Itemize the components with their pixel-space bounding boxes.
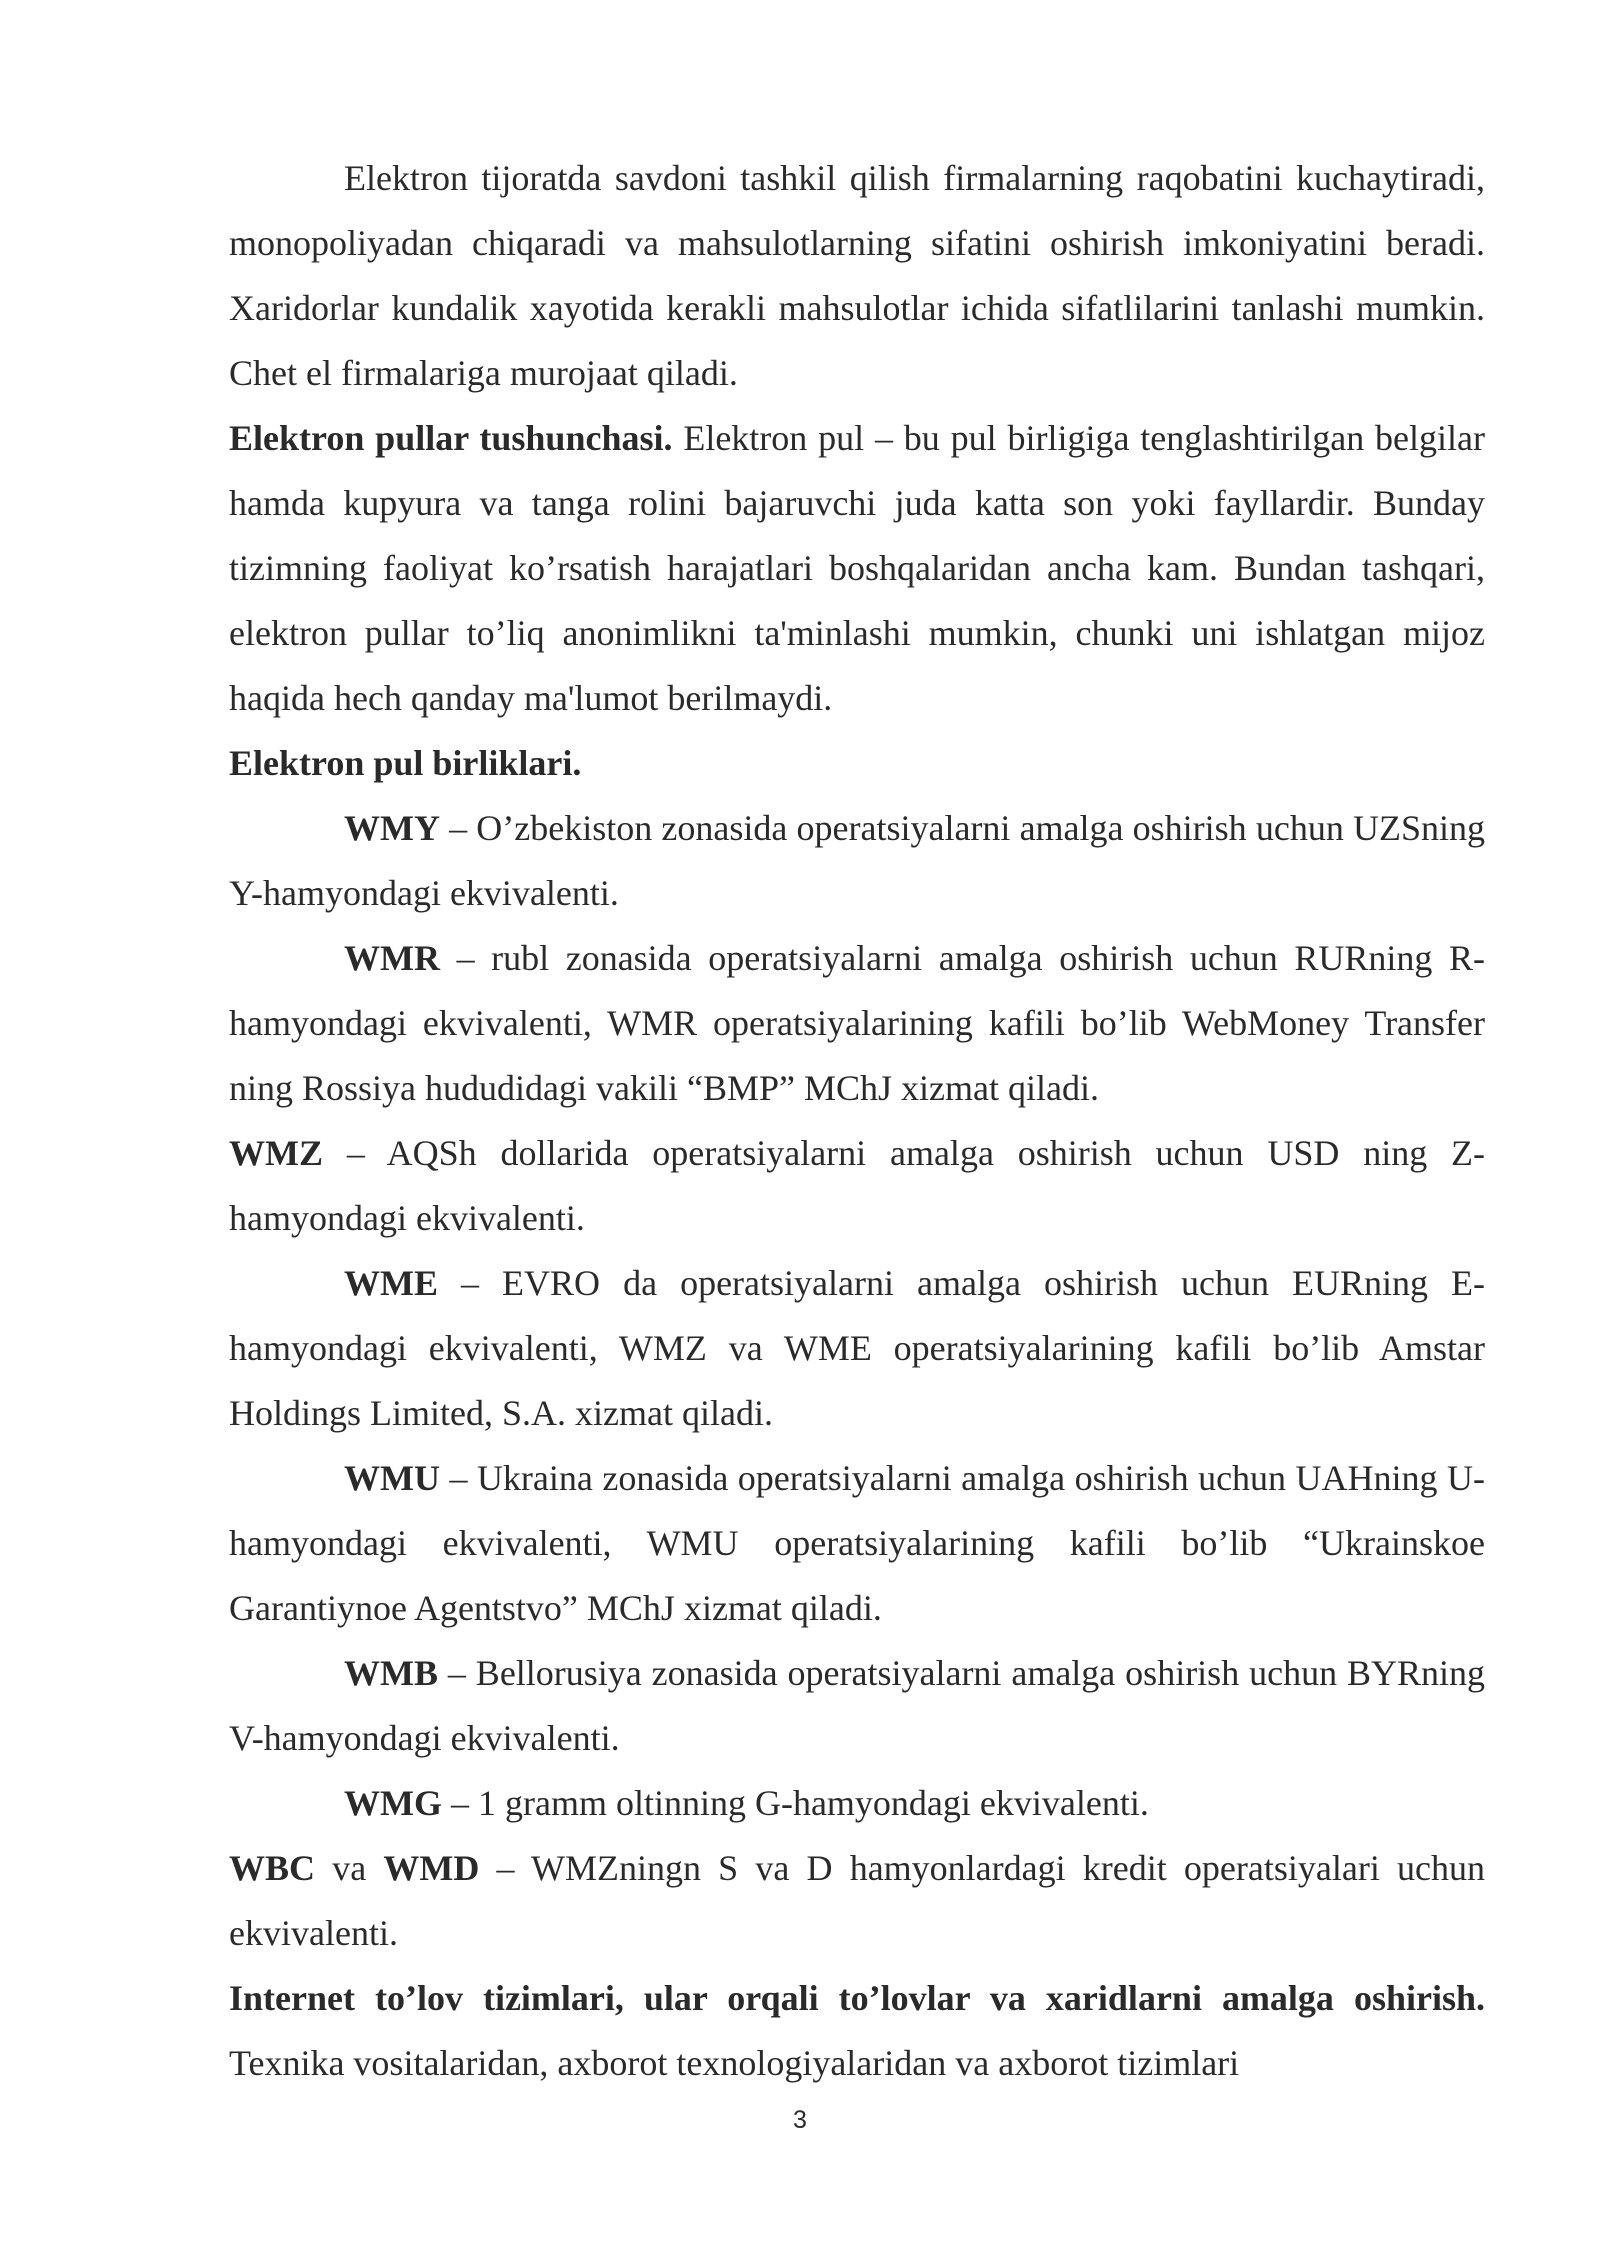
term-wmz: WMZ — [229, 1133, 323, 1173]
document-body — [229, 146, 1485, 2096]
term-wmd: WMD — [383, 1848, 480, 1888]
definition-text: – WMZningn S va D hamyonlardagi kredit operatsiyalari uchun ekvivalenti. — [229, 1848, 1485, 1953]
paragraph-wmr — [229, 926, 1485, 1251]
paragraph-wmu — [229, 1446, 1485, 1641]
paragraph-ecommerce — [229, 146, 1485, 796]
conjunction-text: va — [315, 1848, 384, 1888]
definition-text: – EVRO da operatsiyalarni amalga oshirish uchun EURning E-hamyondagi ekvivalenti, WMZ va WME operatsiyalarining kafili bo’lib Amstar Holdings Limited, S.A. xizmat qiladi. — [229, 1263, 1485, 1433]
section-heading-electronic-money: Elektron pullar tushunchasi. — [229, 418, 673, 458]
paragraph-text: Elektron pul – bu pul birligiga tenglashtirilgan belgilar hamda kupyura va tanga rolini bajaruvchi juda katta son yoki fayllardir. Bunday tizimning faoliyat ko’rsatish harajatlari boshqalaridan ancha kam. Bundan tashqari, elektron pullar to’liq anonimlikni ta'minlashi mumkin, chunki uni ishlatgan mijoz haqida hech qanday ma'lumot berilmaydi. — [229, 418, 1485, 718]
definition-text: – Bellorusiya zonasida operatsiyalarni amalga oshirish uchun BYRning V-hamyondagi ekvivalenti. — [229, 1653, 1485, 1758]
definition-text: – AQSh dollarida operatsiyalarni amalga oshirish uchun USD ning Z-hamyondagi ekvivalenti. — [229, 1133, 1485, 1238]
paragraph-wmy — [229, 796, 1485, 926]
section-heading-internet-payments: Internet to’lov tizimlari, ular orqali to’lovlar va xaridlarni amalga oshirish. — [229, 1978, 1485, 2018]
definition-text: – 1 gramm oltinning G-hamyondagi ekvivalenti. — [441, 1783, 1149, 1823]
definition-text: – O’zbekiston zonasida operatsiyalarni amalga oshirish uchun UZSning Y-hamyondagi ekvivalenti. — [229, 808, 1485, 913]
paragraph-wmg — [229, 1771, 1485, 1966]
definition-text: – rubl zonasida operatsiyalarni amalga oshirish uchun RURning R-hamyondagi ekvivalenti, WMR operatsiyalarining kafili bo’lib WebMoney Transfer ning Rossiya hududidagi vakili “BMP” MChJ xizmat qiladi. — [229, 938, 1485, 1108]
term-wmr: WMR — [344, 938, 440, 978]
term-wmb: WMB — [344, 1653, 438, 1693]
paragraph-text: Elektron tijoratda savdoni tashkil qilish firmalarning raqobatini kuchaytiradi, monopoliyadan chiqaradi va mahsulotlarning sifatini oshirish imkoniyatini beradi. Xaridorlar kundalik xayotida kerakli mahsulotlar ichida sifatlilarini tanlashi mumkin. Chet el firmalariga murojaat qiladi. — [229, 158, 1485, 393]
term-wbc: WBC — [229, 1848, 316, 1888]
term-wme: WME — [344, 1263, 438, 1303]
paragraph-text: Texnika vositalaridan, axborot texnologiyalaridan va axborot tizimlari — [229, 2043, 1240, 2083]
term-wmy: WMY — [344, 808, 440, 848]
paragraph-wmb — [229, 1641, 1485, 1771]
paragraph-wme — [229, 1251, 1485, 1446]
definition-text: – Ukraina zonasida operatsiyalarni amalga oshirish uchun UAHning U-hamyondagi ekvivalenti, WMU operatsiyalarining kafili bo’lib “Ukrainskoe Garantiynoe Agentstvo” MChJ xizmat qiladi. — [229, 1458, 1485, 1628]
section-heading-money-units: Elektron pul birliklari. — [229, 743, 582, 783]
term-wmg: WMG — [344, 1783, 442, 1823]
term-wmu: WMU — [344, 1458, 440, 1498]
paragraph-internet-payments — [229, 1966, 1485, 2096]
page-number: 3 — [793, 2106, 807, 2134]
